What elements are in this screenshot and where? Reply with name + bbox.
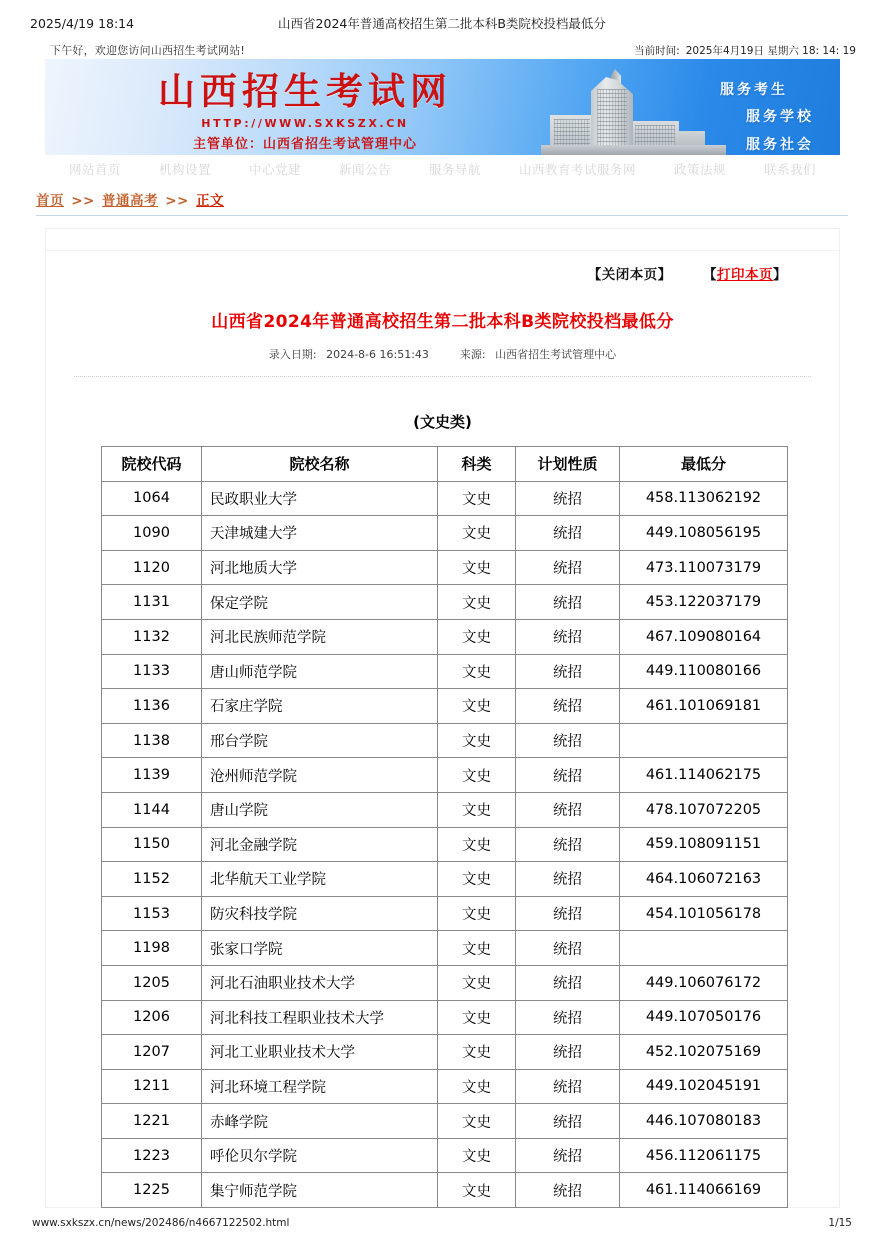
cell-code: 1144 [102, 792, 202, 827]
current-time-value: 2025年4月19日 星期六 18: 14: 19 [685, 44, 856, 57]
cell-score: 449.106076172 [620, 965, 788, 1000]
cell-name: 保定学院 [202, 585, 438, 620]
cell-plan: 统招 [516, 965, 620, 1000]
table-row [102, 827, 788, 862]
table-row [102, 689, 788, 724]
score-table [101, 446, 788, 1208]
cell-name: 防灾科技学院 [202, 896, 438, 931]
site-banner [45, 59, 840, 155]
column-header-code: 院校代码 [102, 447, 202, 482]
table-row [102, 1173, 788, 1208]
cell-plan: 统招 [516, 1173, 620, 1208]
article-date-label: 录入日期: [268, 348, 317, 361]
table-row [102, 585, 788, 620]
cell-kelei: 文史 [438, 931, 516, 966]
cell-code: 1138 [102, 723, 202, 758]
table-header-row [102, 447, 788, 482]
cell-score: 449.102045191 [620, 1069, 788, 1104]
print-bracket-close: 】 [773, 267, 787, 283]
cell-kelei: 文史 [438, 619, 516, 654]
cell-code: 1206 [102, 1000, 202, 1035]
cell-plan: 统招 [516, 689, 620, 724]
cell-plan: 统招 [516, 758, 620, 793]
cell-kelei: 文史 [438, 723, 516, 758]
cell-score: 456.112061175 [620, 1138, 788, 1173]
article-date-value: 2024-8-6 16:51:43 [326, 348, 429, 361]
cell-code: 1131 [102, 585, 202, 620]
cell-kelei: 文史 [438, 758, 516, 793]
table-row [102, 1035, 788, 1070]
print-header-title: 山西省2024年普通高校招生第二批本科B类院校投档最低分 [278, 16, 606, 31]
nav-item-party[interactable]: 中心党建 [248, 162, 301, 177]
cell-name: 沧州师范学院 [202, 758, 438, 793]
table-row [102, 792, 788, 827]
footer-page-number: 1/15 [828, 1217, 852, 1229]
banner-slogan-2: 服务学校 [746, 109, 814, 126]
cell-plan: 统招 [516, 862, 620, 897]
nav-item-news[interactable]: 新闻公告 [338, 162, 391, 177]
cell-code: 1120 [102, 550, 202, 585]
cell-code: 1064 [102, 481, 202, 516]
cell-score: 446.107080183 [620, 1104, 788, 1139]
cell-code: 1211 [102, 1069, 202, 1104]
cell-code: 1152 [102, 862, 202, 897]
cell-score: 449.108056195 [620, 516, 788, 551]
nav-item-services[interactable]: 服务导航 [429, 162, 482, 177]
banner-slogans [720, 77, 814, 155]
cell-name: 集宁师范学院 [202, 1173, 438, 1208]
cell-kelei: 文史 [438, 516, 516, 551]
cell-plan: 统招 [516, 1138, 620, 1173]
footer-url: www.sxkszx.cn/news/202486/n4667122502.html [32, 1217, 290, 1229]
cell-name: 河北地质大学 [202, 550, 438, 585]
table-section-title: (文史类) [413, 413, 472, 431]
cell-code: 1223 [102, 1138, 202, 1173]
article-source-label: 来源: [459, 348, 486, 361]
cell-kelei: 文史 [438, 862, 516, 897]
cell-kelei: 文史 [438, 1069, 516, 1104]
cell-kelei: 文史 [438, 689, 516, 724]
cell-score: 473.110073179 [620, 550, 788, 585]
cell-code: 1136 [102, 689, 202, 724]
table-row [102, 1069, 788, 1104]
cell-name: 北华航天工业学院 [202, 862, 438, 897]
cell-name: 呼伦贝尔学院 [202, 1138, 438, 1173]
current-time-label: 当前时间: [634, 44, 680, 57]
breadcrumb-home[interactable]: 首页 [36, 193, 64, 209]
cell-code: 1207 [102, 1035, 202, 1070]
breadcrumb-separator-1: >> [71, 193, 95, 209]
cell-code: 1221 [102, 1104, 202, 1139]
site-logo-text: 山西招生考试网 [158, 70, 452, 113]
nav-item-contact[interactable]: 联系我们 [764, 162, 817, 177]
greeting-text: 下午好，欢迎您访问山西招生考试网站! [50, 44, 246, 57]
print-bracket-open: 【 [703, 267, 717, 283]
cell-score: 458.113062192 [620, 481, 788, 516]
cell-score: 453.122037179 [620, 585, 788, 620]
cell-code: 1132 [102, 619, 202, 654]
nav-item-policy[interactable]: 政策法规 [674, 162, 727, 177]
cell-plan: 统招 [516, 516, 620, 551]
cell-name: 石家庄学院 [202, 689, 438, 724]
cell-score: 449.110080166 [620, 654, 788, 689]
table-row [102, 723, 788, 758]
cell-code: 1150 [102, 827, 202, 862]
column-header-kelei: 科类 [438, 447, 516, 482]
print-page-button[interactable] [703, 267, 787, 283]
cell-name: 赤峰学院 [202, 1104, 438, 1139]
cell-code: 1090 [102, 516, 202, 551]
cell-kelei: 文史 [438, 1104, 516, 1139]
article-meta [46, 346, 839, 362]
page-actions [46, 251, 839, 283]
cell-kelei: 文史 [438, 896, 516, 931]
breadcrumb-current: 正文 [196, 193, 225, 209]
cell-plan: 统招 [516, 1035, 620, 1070]
cell-score [620, 931, 788, 966]
table-row [102, 516, 788, 551]
table-row [102, 1104, 788, 1139]
cell-code: 1205 [102, 965, 202, 1000]
banner-slogan-3: 服务社会 [746, 136, 814, 153]
cell-name: 天津城建大学 [202, 516, 438, 551]
current-time [634, 43, 856, 58]
cell-kelei: 文史 [438, 481, 516, 516]
cell-name: 邢台学院 [202, 723, 438, 758]
cell-score: 454.101056178 [620, 896, 788, 931]
article-title: 山西省2024年普通高校招生第二批本科B类院校投档最低分 [211, 312, 674, 332]
cell-plan: 统招 [516, 827, 620, 862]
table-row [102, 1138, 788, 1173]
cell-score: 449.107050176 [620, 1000, 788, 1035]
divider [74, 376, 811, 377]
print-page-link[interactable]: 打印本页 [717, 267, 773, 283]
cell-name: 河北金融学院 [202, 827, 438, 862]
cell-plan: 统招 [516, 931, 620, 966]
cell-kelei: 文史 [438, 827, 516, 862]
cell-kelei: 文史 [438, 1138, 516, 1173]
cell-score: 461.114066169 [620, 1173, 788, 1208]
column-header-score: 最低分 [620, 447, 788, 482]
cell-score: 461.114062175 [620, 758, 788, 793]
table-row [102, 896, 788, 931]
article-source-value: 山西省招生考试管理中心 [495, 348, 617, 361]
score-table-wrapper [46, 432, 839, 1208]
table-row [102, 654, 788, 689]
article-panel [45, 228, 840, 1208]
cell-name: 张家口学院 [202, 931, 438, 966]
cell-score: 464.106072163 [620, 862, 788, 897]
page-footer [0, 1217, 884, 1229]
column-header-plan: 计划性质 [516, 447, 620, 482]
cell-name: 河北石油职业技术大学 [202, 965, 438, 1000]
cell-score: 461.101069181 [620, 689, 788, 724]
panel-top-strip [46, 229, 839, 251]
table-row [102, 965, 788, 1000]
cell-score [620, 723, 788, 758]
nav-item-exam-service[interactable]: 山西教育考试服务网 [519, 162, 637, 177]
breadcrumb [36, 189, 848, 216]
cell-kelei: 文史 [438, 792, 516, 827]
close-page-button[interactable]: 【关闭本页】 [587, 267, 672, 283]
cell-plan: 统招 [516, 723, 620, 758]
cell-kelei: 文史 [438, 965, 516, 1000]
cell-plan: 统招 [516, 481, 620, 516]
cell-name: 河北工业职业技术大学 [202, 1035, 438, 1070]
score-table-body [102, 481, 788, 1207]
print-header-date: 2025/4/19 18:14 [30, 15, 135, 31]
cell-name: 河北环境工程学院 [202, 1069, 438, 1104]
site-authority-text: 主管单位：山西省招生考试管理中心 [192, 136, 417, 152]
breadcrumb-separator-2: >> [165, 193, 189, 209]
cell-plan: 统招 [516, 792, 620, 827]
cell-score: 467.109080164 [620, 619, 788, 654]
cell-plan: 统招 [516, 1000, 620, 1035]
table-row [102, 931, 788, 966]
nav-item-organization[interactable]: 机构设置 [158, 162, 211, 177]
cell-code: 1139 [102, 758, 202, 793]
cell-score: 478.107072205 [620, 792, 788, 827]
cell-name: 唐山师范学院 [202, 654, 438, 689]
cell-name: 民政职业大学 [202, 481, 438, 516]
cell-code: 1153 [102, 896, 202, 931]
table-row [102, 619, 788, 654]
table-row [102, 862, 788, 897]
cell-plan: 统招 [516, 585, 620, 620]
cell-name: 河北民族师范学院 [202, 619, 438, 654]
cell-kelei: 文史 [438, 1000, 516, 1035]
table-row [102, 550, 788, 585]
cell-plan: 统招 [516, 1069, 620, 1104]
banner-branding [105, 71, 505, 152]
cell-code: 1225 [102, 1173, 202, 1208]
cell-plan: 统招 [516, 1104, 620, 1139]
cell-plan: 统招 [516, 654, 620, 689]
table-row [102, 758, 788, 793]
cell-kelei: 文史 [438, 1173, 516, 1208]
print-header [0, 12, 884, 34]
cell-kelei: 文史 [438, 654, 516, 689]
cell-plan: 统招 [516, 550, 620, 585]
nav-item-home[interactable]: 网站首页 [68, 162, 121, 177]
site-greeting-bar [0, 40, 884, 60]
cell-name: 唐山学院 [202, 792, 438, 827]
cell-plan: 统招 [516, 896, 620, 931]
cell-code: 1133 [102, 654, 202, 689]
cell-kelei: 文史 [438, 550, 516, 585]
cell-kelei: 文史 [438, 1035, 516, 1070]
cell-code: 1198 [102, 931, 202, 966]
breadcrumb-section[interactable]: 普通高考 [102, 193, 159, 209]
cell-name: 河北科技工程职业技术大学 [202, 1000, 438, 1035]
cell-score: 452.102075169 [620, 1035, 788, 1070]
site-url-text: HTTP://WWW.SXKSZX.CN [201, 116, 409, 130]
table-row [102, 1000, 788, 1035]
table-row [102, 481, 788, 516]
column-header-name: 院校名称 [202, 447, 438, 482]
cell-kelei: 文史 [438, 585, 516, 620]
main-navigation [45, 155, 840, 183]
cell-score: 459.108091151 [620, 827, 788, 862]
banner-slogan-1: 服务考生 [720, 82, 788, 98]
cell-plan: 统招 [516, 619, 620, 654]
